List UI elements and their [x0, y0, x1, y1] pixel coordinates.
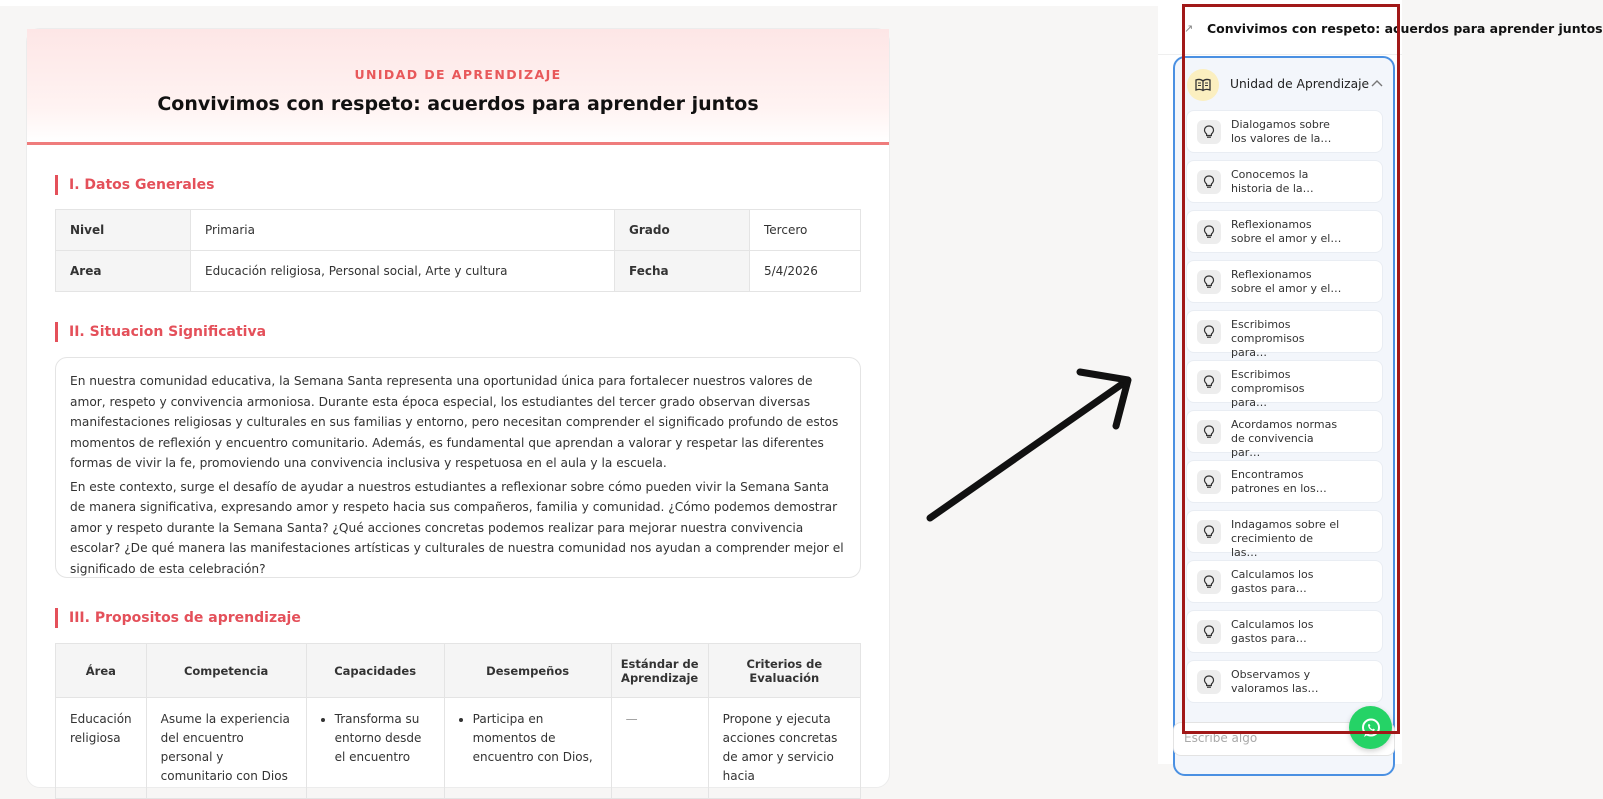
section-title-purposes: III. Propositos de aprendizaje	[55, 608, 301, 628]
top-strip	[0, 0, 1158, 6]
cell-area: Educación religiosa	[56, 698, 147, 799]
chevron-up-icon[interactable]	[1371, 78, 1383, 88]
sidebar-item[interactable]	[1186, 510, 1383, 559]
lightbulb-icon	[1197, 420, 1221, 444]
document-kicker: UNIDAD DE APRENDIZAJE	[354, 67, 562, 82]
book-open-icon	[1187, 69, 1219, 101]
lightbulb-icon	[1197, 170, 1221, 194]
sidebar-item[interactable]	[1186, 310, 1383, 359]
lightbulb-icon	[1197, 120, 1221, 144]
nivel-value: Primaria	[191, 210, 615, 251]
purposes-table	[55, 643, 861, 799]
sidebar-item-label: Reflexionamos sobre el amor y el…	[1231, 218, 1342, 245]
lightbulb-icon	[1197, 570, 1221, 594]
sidebar-item-label: Calculamos los gastos para…	[1231, 568, 1314, 595]
sidebar-item-label: Escribimos compromisos para…	[1231, 368, 1305, 409]
lightbulb-icon	[1197, 370, 1221, 394]
document-header	[27, 29, 889, 145]
section-title-general: I. Datos Generales	[55, 175, 214, 195]
document-title: Convivimos con respeto: acuerdos para aprender juntos	[157, 93, 759, 115]
col-header-area: Área	[56, 644, 147, 698]
col-header-criterios: Criterios de Evaluación	[708, 644, 860, 698]
list-item: • Transforma su entorno desde el encuentro	[335, 710, 430, 767]
unit-label: Unidad de Aprendizaje	[1230, 77, 1370, 91]
expand-icon[interactable]: ↗	[1184, 22, 1194, 35]
lightbulb-icon	[1197, 320, 1221, 344]
cell-criterios: Propone y ejecuta acciones concretas de amor y servicio hacia	[708, 698, 860, 799]
situation-paragraph: En nuestra comunidad educativa, la Semana Santa representa una oportunidad única para fortalecer nuestros valores de amor, respeto y convivencia armoniosa. Durante esta época especial, los estudiantes del tercer grado observan diversas manifestaciones religiosas y culturales en sus familias y entorno, pero necesitan comprender el significado profundo de estos momentos de reflexión y encuentro comunitario. Además, es fundamental que aprendan a valorar y respetar las diferentes formas de vivir la fe, promoviendo una convivencia inclusiva y respetuosa en el aula y la escuela.	[70, 374, 839, 470]
sidebar-item-label: Calculamos los gastos para…	[1231, 618, 1314, 645]
sidebar-item-label: Observamos y valoramos las…	[1231, 668, 1319, 695]
lightbulb-icon	[1197, 620, 1221, 644]
lightbulb-icon	[1197, 520, 1221, 544]
sidebar-item-label: Reflexionamos sobre el amor y el…	[1231, 268, 1342, 295]
cell-competencia: Asume la experiencia del encuentro personal y comunitario con Dios	[146, 698, 306, 799]
col-header-estandar: Estándar de Aprendizaje	[611, 644, 708, 698]
area-label: Area	[56, 251, 191, 292]
lightbulb-icon	[1197, 270, 1221, 294]
general-data-table	[55, 209, 861, 292]
sidebar-item[interactable]	[1186, 110, 1383, 153]
nivel-label: Nivel	[56, 210, 191, 251]
unit-accordion-header[interactable]	[1175, 58, 1393, 110]
col-header-competencia: Competencia	[146, 644, 306, 698]
sidebar-item-label: Conocemos la historia de la…	[1231, 168, 1314, 195]
sidebar-item[interactable]	[1186, 160, 1383, 203]
sidebar-item-label: Encontramos patrones en los…	[1231, 468, 1327, 495]
col-header-capacidades: Capacidades	[306, 644, 444, 698]
outline-sidebar	[1158, 0, 1603, 764]
lightbulb-icon	[1197, 670, 1221, 694]
sidebar-title: Convivimos con respeto: acuerdos para aprender juntos	[1207, 21, 1603, 36]
table-row	[56, 210, 861, 251]
sidebar-item-label: Dialogamos sobre los valores de la…	[1231, 118, 1332, 145]
grado-label: Grado	[615, 210, 750, 251]
sidebar-item-label: Escribimos compromisos para…	[1231, 318, 1305, 359]
annotation-arrow-icon	[920, 360, 1150, 530]
sidebar-item[interactable]	[1186, 660, 1383, 703]
message-input[interactable]	[1184, 731, 1344, 745]
table-row	[56, 698, 861, 799]
table-header-row	[56, 644, 861, 698]
unit-panel	[1173, 56, 1395, 776]
grado-value: Tercero	[750, 210, 861, 251]
sidebar-header	[1158, 0, 1603, 55]
sidebar-item[interactable]	[1186, 560, 1383, 603]
situation-box	[55, 357, 861, 578]
sidebar-item[interactable]	[1186, 360, 1383, 409]
cell-estandar: —	[611, 698, 708, 799]
col-header-desempenos: Desempeños	[444, 644, 611, 698]
sidebar-item[interactable]	[1186, 210, 1383, 253]
sidebar-item-label: Indagamos sobre el crecimiento de las…	[1231, 518, 1340, 559]
cell-desempenos	[444, 698, 611, 799]
sidebar-item[interactable]	[1186, 260, 1383, 303]
area-value: Educación religiosa, Personal social, Arte y cultura	[191, 251, 615, 292]
sidebar-item[interactable]	[1186, 460, 1383, 503]
fecha-label: Fecha	[615, 251, 750, 292]
cell-capacidades	[306, 698, 444, 799]
whatsapp-icon[interactable]	[1349, 706, 1392, 749]
lightbulb-icon	[1197, 470, 1221, 494]
table-row	[56, 251, 861, 292]
lesson-document	[26, 28, 890, 788]
lightbulb-icon	[1197, 220, 1221, 244]
sidebar-item[interactable]	[1186, 610, 1383, 653]
sidebar-item-label: Acordamos normas de convivencia par…	[1231, 418, 1338, 459]
sidebar-item[interactable]	[1186, 410, 1383, 459]
situation-paragraph: En este contexto, surge el desafío de ayudar a nuestros estudiantes a reflexionar sobre cómo pueden vivir la Semana Santa de manera significativa, expresando amor y respeto hacia sus compañeros, familia y comunidad. ¿Cómo podemos demostrar amor y respeto durante la Semana Santa? ¿Qué acciones concretas podemos realizar para mejorar nuestra convivencia escolar? ¿De qué manera las manifestaciones artísticas y culturales de nuestra comunidad nos ayudan a comprender mejor el significado de esta celebración?	[70, 479, 844, 576]
list-item: • Participa en momentos de encuentro con Dios,	[473, 710, 597, 767]
fecha-value: 5/4/2026	[750, 251, 861, 292]
section-title-situation: II. Situacion Significativa	[55, 322, 266, 342]
